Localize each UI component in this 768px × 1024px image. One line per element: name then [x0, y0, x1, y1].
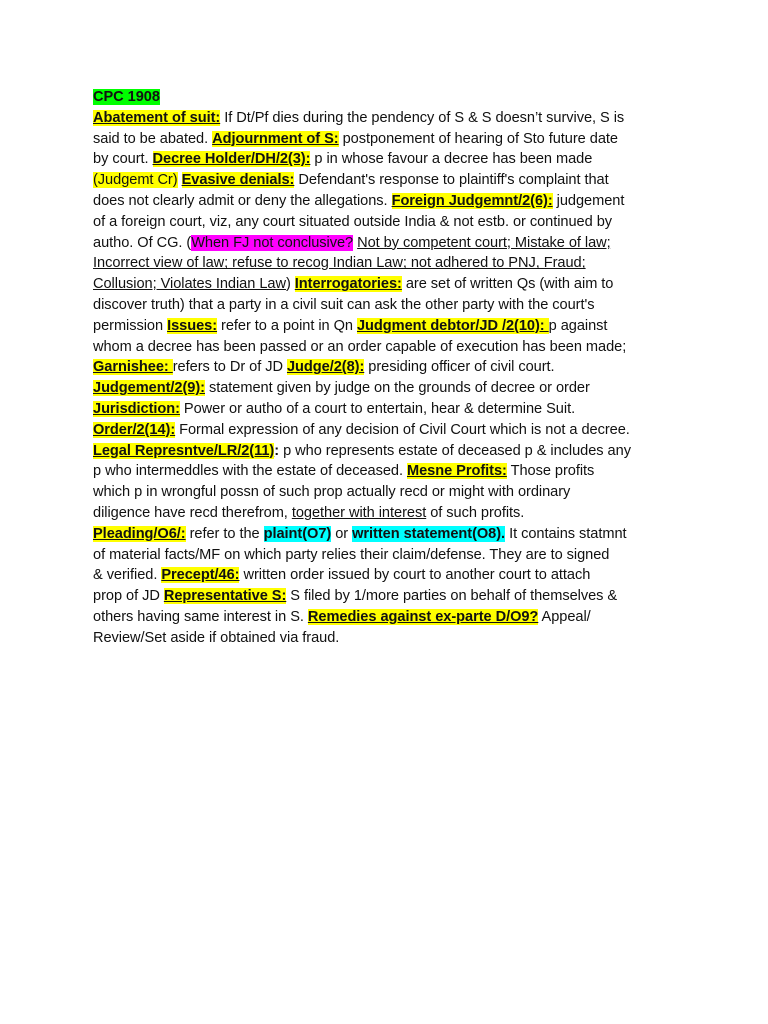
highlighted-term: Foreign Judgemnt/2(6): [391, 192, 553, 209]
text-segment: of a foreign court, viz, any court situated outside India & not estb. or continued by [93, 213, 613, 230]
text-line [93, 441, 713, 462]
text-segment: postponement of hearing of Sto future date [338, 130, 618, 147]
text-segment: p who intermeddles with the estate of deceased. [93, 463, 407, 480]
notes-lines [93, 108, 713, 649]
document-title: CPC 1908 [93, 89, 160, 105]
text-segment: are set of written Qs (with aim to [401, 276, 614, 293]
text-segment [178, 172, 182, 188]
text-segment: refers to Dr of JD [172, 359, 287, 376]
text-segment: judgement [552, 192, 625, 209]
text-line [93, 337, 713, 358]
text-segment: Review/Set aside if obtained via fraud. [93, 629, 340, 646]
text-segment: by court. [93, 151, 153, 168]
text-segment: others having same interest in S. [93, 608, 308, 625]
text-segment: Not by competent court; Mistake of law; [357, 234, 611, 251]
text-line [93, 233, 713, 254]
text-line [93, 108, 713, 129]
highlighted-term: Issues: [167, 317, 218, 334]
highlighted-term: Garnishee: [93, 359, 173, 376]
highlighted-term: written statement(O8). [352, 525, 506, 542]
text-segment: p who represents estate of deceased p & includes any [279, 442, 631, 459]
text-line [93, 482, 713, 503]
text-line [93, 316, 713, 337]
text-line [93, 212, 713, 233]
highlighted-term: Adjournment of S: [212, 130, 339, 147]
text-line [93, 191, 713, 212]
text-line [93, 420, 713, 441]
text-segment: refer to the [185, 525, 264, 542]
text-segment: refer to a point in Qn [217, 317, 357, 334]
text-line [93, 378, 713, 399]
text-segment: Formal expression of any decision of Civil Court which is not a decree. [175, 421, 630, 438]
text-segment: discover truth) that a party in a civil suit can ask the other party with the court's [93, 296, 595, 313]
text-line [93, 503, 713, 524]
text-segment: ) [285, 276, 295, 293]
highlighted-term: Legal Represntve/LR/2(11) [93, 442, 275, 459]
highlighted-term: Jurisdiction: [93, 400, 180, 417]
highlighted-term: Order/2(14): [93, 421, 176, 438]
text-segment: together with interest [291, 504, 427, 521]
text-line [93, 565, 713, 586]
highlighted-term: Precept/46: [161, 567, 240, 584]
text-segment: Collusion; Violates Indian Law [93, 276, 286, 293]
text-segment: Power or autho of a court to entertain, hear & determine Suit. [179, 400, 576, 417]
highlighted-term: Judgment debtor/JD /2(10): [356, 317, 549, 334]
highlighted-term: (Judgemt Cr) [93, 172, 178, 189]
highlighted-term: plaint(O7) [263, 525, 332, 542]
highlighted-term: Remedies against ex-parte D/O9? [307, 608, 539, 625]
text-segment: whom a decree has been passed or an order capable of execution has been made; [93, 338, 627, 355]
text-segment: & verified. [93, 567, 162, 584]
text-segment: Those profits [506, 463, 595, 480]
highlighted-term: Representative S: [163, 588, 287, 605]
text-segment: prop of JD [93, 588, 164, 605]
text-line [93, 295, 713, 316]
notes-body [93, 87, 713, 649]
text-segment: which p in wrongful possn of such prop actually recd or might with ordinary [93, 484, 571, 501]
highlighted-term: When FJ not conclusive? [191, 234, 354, 251]
text-segment: statement given by judge on the grounds of decree or order [204, 380, 590, 397]
text-segment: S filed by 1/more parties on behalf of themselves & [286, 588, 618, 605]
highlighted-term: Judgement/2(9): [93, 380, 205, 397]
text-line [93, 545, 713, 566]
highlighted-term: Interrogatories: [294, 276, 402, 293]
text-segment: autho. Of CG. ( [93, 234, 192, 251]
highlighted-term: Mesne Profits: [407, 463, 507, 480]
text-line [93, 149, 713, 170]
text-line [93, 274, 713, 295]
text-segment: permission [93, 317, 168, 334]
text-segment: diligence have recd therefrom, [93, 504, 292, 521]
text-segment: said to be abated. [93, 130, 213, 147]
text-segment: It contains statmnt [505, 525, 627, 542]
text-line [93, 586, 713, 607]
text-segment: Appeal/ [538, 608, 591, 625]
document-title-line [93, 87, 713, 108]
text-line [93, 461, 713, 482]
highlighted-term: Judge/2(8): [286, 359, 365, 376]
text-segment: does not clearly admit or deny the allegations. [93, 192, 392, 209]
text-line [93, 253, 713, 274]
text-segment: If Dt/Pf dies during the pendency of S & S doesn’t survive, S is [220, 109, 625, 126]
highlighted-term: Pleading/O6/: [93, 525, 186, 542]
highlighted-term: Evasive denials: [181, 172, 295, 189]
text-line [93, 524, 713, 545]
text-segment: presiding officer of civil court. [364, 359, 555, 376]
text-segment: or [331, 525, 353, 542]
text-segment: Incorrect view of law; refuse to recog Indian Law; not adhered to PNJ, Fraud; [93, 255, 586, 272]
text-segment: Defendant's response to plaintiff's complaint that [294, 172, 609, 189]
text-line [93, 399, 713, 420]
text-line [93, 628, 713, 649]
text-segment: of material facts/MF on which party relies their claim/defense. They are to signed [93, 546, 610, 563]
highlighted-term: Decree Holder/DH/2(3): [152, 151, 311, 168]
text-segment: written order issued by court to another court to attach [239, 567, 591, 584]
text-segment: p against [548, 317, 608, 334]
text-segment: p in whose favour a decree has been made [310, 151, 593, 168]
text-line [93, 607, 713, 628]
text-segment: : [274, 442, 280, 459]
text-line [93, 170, 713, 191]
highlighted-term: Abatement of suit: [93, 109, 221, 126]
text-segment: of such profits. [426, 504, 525, 521]
text-line [93, 129, 713, 150]
text-line [93, 357, 713, 378]
